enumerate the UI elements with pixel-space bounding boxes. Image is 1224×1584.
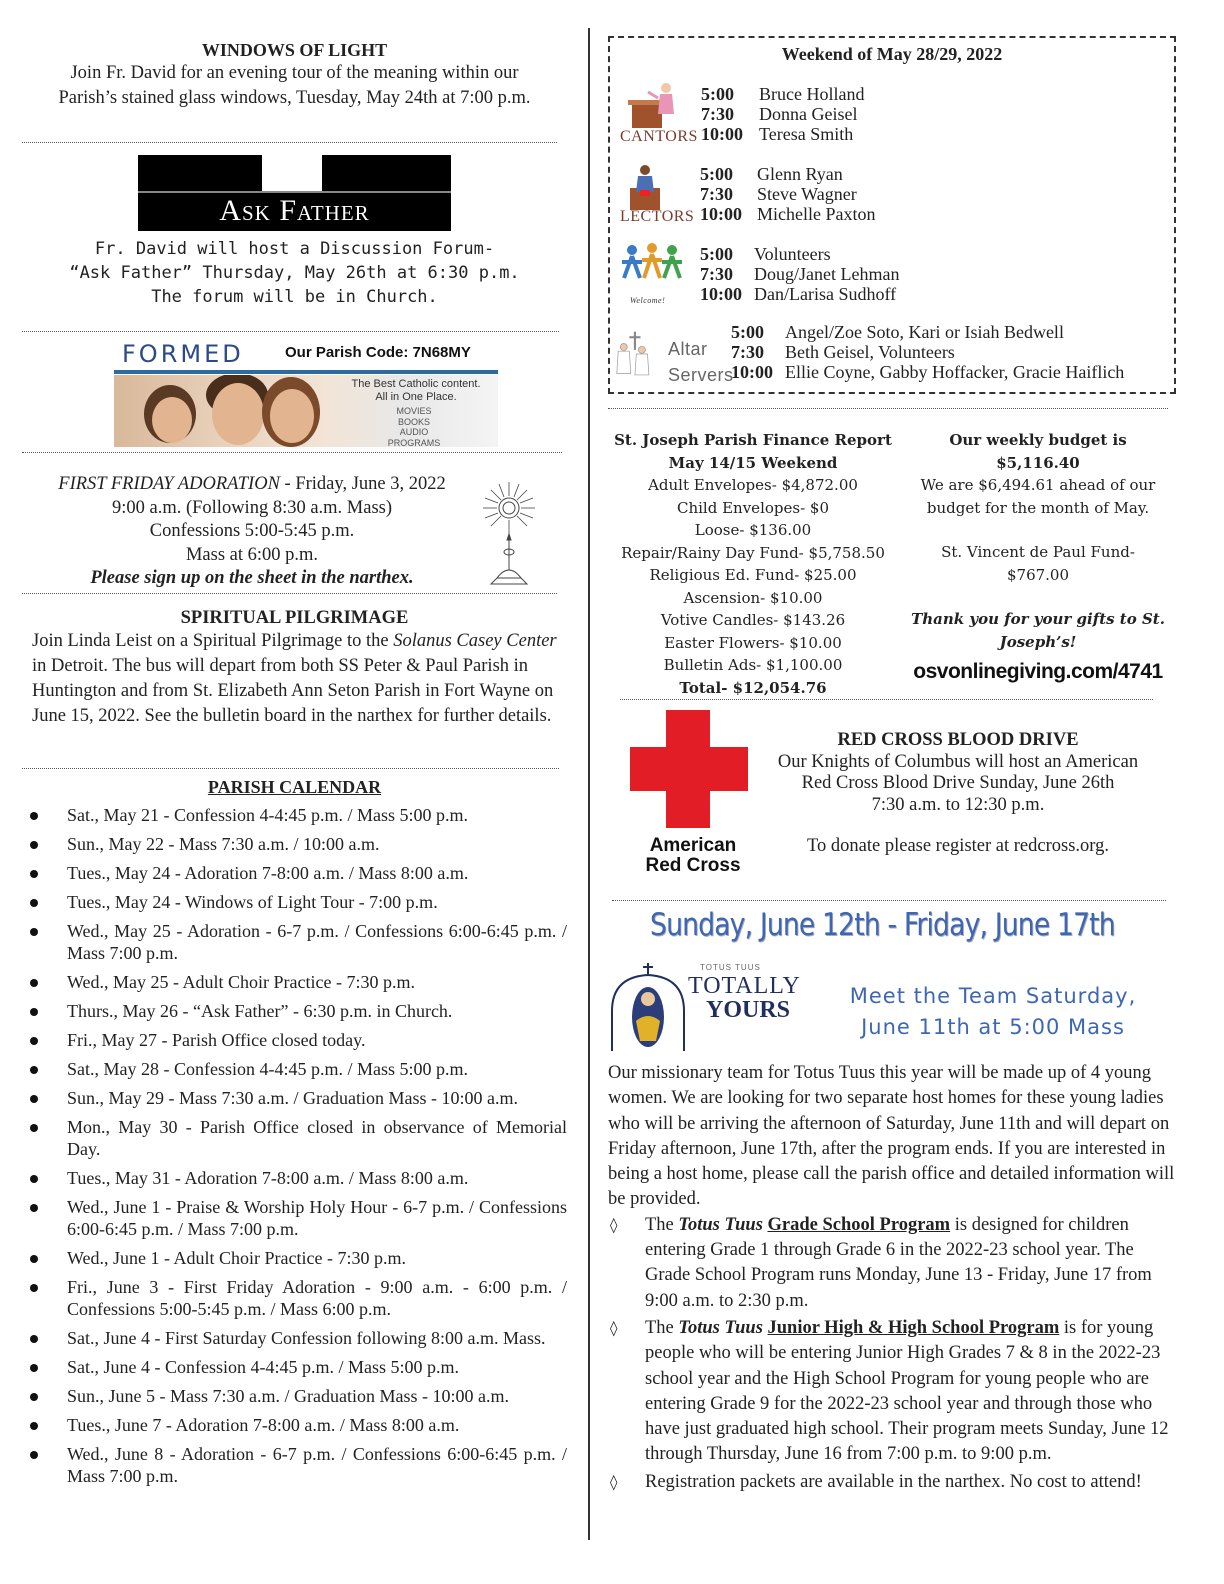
pilgrimage-text: Join Linda Leist on a Spiritual Pilgrimage to the (32, 631, 394, 651)
ministry-person: Donna Geisel (759, 104, 858, 124)
finance-line: Bulletin Ads- $1,100.00 (663, 656, 843, 674)
totally-yours-line2: YOURS (706, 997, 791, 1023)
windows-of-light-line2: Parish’s stained glass windows, Tuesday, May 24th at 7:00 p.m. (58, 88, 531, 108)
ministry-time: 5:00 (700, 244, 733, 264)
first-friday-lead: FIRST FRIDAY ADORATION - (58, 474, 291, 494)
formed-media-item: AUDIO (399, 427, 429, 437)
calendar-item: Thurs., May 26 - “Ask Father” - 6:30 p.m. in Church. (22, 1000, 567, 1022)
divider (22, 593, 557, 594)
online-giving-link[interactable]: osvonlinegiving.com/4741 (913, 660, 1163, 683)
bullet-icon (30, 1066, 38, 1074)
ministry-time: 5:00 (731, 322, 764, 342)
budget-title: Our weekly budget is $5,116.40 (949, 431, 1127, 472)
list-item: ◊ The Totus Tuus Grade School Program is designed for children entering Grade 1 through Grade 6 in the 2022-23 school year. The Grade School Program runs Monday, June 13 - Friday, June 17 from 9:00 a.m. to 2:30 p.m. (610, 1214, 1152, 1311)
first-friday-confessions: Confessions 5:00-5:45 p.m. (149, 521, 355, 541)
first-friday-section (22, 453, 567, 593)
bullet-icon (30, 979, 38, 987)
divider (22, 142, 557, 143)
calendar-item: Sat., May 28 - Confession 4-4:45 p.m. / Mass 5:00 p.m. (22, 1058, 567, 1080)
finance-report (608, 409, 1176, 699)
red-cross-logo-line2: Red Cross (645, 855, 741, 876)
ministry-label: Welcome! (630, 296, 666, 305)
ministry-time: 7:30 (701, 104, 734, 124)
thank-you-note: Thank you for your gifts to St. Joseph’s! (911, 610, 1165, 651)
column-divider (588, 28, 590, 1540)
totus-tuus-intro: Our missionary team for Totus Tuus this year will be made up of 4 young women. We are looking for two separate host homes for these young ladies who will be arriving the afternoon of Saturday, June 11th and will depart on Friday afternoon, June 17th, after the program ends. If you are interested in being a host home, please call the parish office and detailed information will be provided. (608, 1063, 1175, 1210)
calendar-item: Tues., May 24 - Windows of Light Tour - 7:00 p.m. (22, 891, 567, 913)
ministry-person: Doug/Janet Lehman (754, 264, 900, 284)
parish-calendar-section (22, 777, 567, 1487)
ministry-label: LECTORS (620, 208, 695, 225)
ministry-person: Beth Geisel, Volunteers (785, 342, 955, 362)
calendar-item: Sun., June 5 - Mass 7:30 a.m. / Graduation Mass - 10:00 a.m. (22, 1385, 567, 1407)
windows-of-light-title: WINDOWS OF LIGHT (201, 40, 388, 60)
calendar-item: Wed., May 25 - Adult Choir Practice - 7:30 p.m. (22, 971, 567, 993)
bullet-icon (30, 899, 38, 907)
ministry-time: 7:30 (700, 264, 733, 284)
diamond-icon: ◊ (610, 1318, 618, 1337)
formed-media-item: BOOKS (397, 416, 430, 427)
ministry-time: 10:00 (701, 124, 743, 144)
finance-total: Total- $12,054.76 (679, 678, 827, 697)
calendar-item: Sun., May 22 - Mass 7:30 a.m. / 10:00 a.m. (22, 833, 567, 855)
calendar-item: Tues., May 24 - Adoration 7-8:00 a.m. / Mass 8:00 a.m. (22, 862, 567, 884)
ministry-person: Teresa Smith (759, 124, 854, 144)
registration-note: Registration packets are available in the narthex. No cost to attend! (645, 1471, 1142, 1492)
totus-tuus-small: TOTUS TUUS (700, 963, 761, 972)
svdp-amount: $767.00 (1006, 565, 1070, 584)
ask-father-line1: Fr. David will host a Discussion Forum- (94, 239, 495, 259)
bullet-icon (30, 1095, 38, 1103)
blood-drive-time: 7:30 a.m. to 12:30 p.m. (871, 794, 1045, 815)
red-cross-logo-line1: American (649, 835, 737, 856)
bullet-icon (30, 1124, 38, 1132)
parish-calendar-title: PARISH CALENDAR (207, 777, 382, 797)
bullet-icon (30, 1364, 38, 1372)
red-cross-section (608, 700, 1176, 900)
diamond-icon: ◊ (610, 1472, 618, 1491)
calendar-item: Sat., June 4 - Confession 4-4:45 p.m. / Mass 5:00 p.m. (22, 1356, 567, 1378)
first-friday-date: Friday, June 3, 2022 (290, 474, 446, 494)
first-friday-mass: Mass at 6:00 p.m. (185, 544, 319, 565)
ministry-person: Michelle Paxton (757, 204, 876, 224)
bullet-icon (30, 841, 38, 849)
windows-of-light-section (22, 40, 567, 130)
ministry-group-altar-servers (610, 318, 1170, 390)
ministry-person: Bruce Holland (759, 84, 865, 104)
ministry-group-cantors (610, 78, 1170, 150)
bullet-icon (30, 812, 38, 820)
finance-line: Loose- $136.00 (694, 521, 812, 539)
formed-tagline2: All in One Place. (375, 391, 457, 403)
calendar-item: Mon., May 30 - Parish Office closed in observance of Memorial Day. (22, 1116, 567, 1160)
ministry-label: Altar Servers (668, 339, 734, 385)
totus-tuus-banner (608, 901, 1176, 1053)
finance-line: Child Envelopes- $0 (677, 498, 829, 517)
formed-family-photo (114, 375, 498, 447)
blood-drive-register: To donate please register at redcross.org. (807, 836, 1109, 856)
grade-school-program-label: Grade School Program (767, 1214, 951, 1235)
calendar-item: Wed., May 25 - Adoration - 6-7 p.m. / Confessions 6:00-6:45 p.m. / Mass 7:00 p.m. (22, 920, 567, 964)
ask-father-banner (138, 155, 451, 231)
ministry-time: 10:00 (700, 284, 742, 304)
bullet-icon (30, 1393, 38, 1401)
pilgrimage-title: SPIRITUAL PILGRIMAGE (180, 608, 409, 628)
ministry-time: 10:00 (700, 204, 742, 224)
meet-team-line2: June 11th at 5:00 Mass (861, 1015, 1125, 1039)
ministry-person: Angel/Zoe Soto, Kari or Isiah Bedwell (785, 322, 1064, 342)
ministry-title: Weekend of May 28/29, 2022 (781, 44, 1003, 64)
bullet-icon (30, 1037, 38, 1045)
finance-weekend: May 14/15 Weekend (668, 453, 838, 472)
pilgrimage-place: Solanus Casey Center (393, 631, 557, 651)
ministry-time: 7:30 (700, 184, 733, 204)
finance-line: Adult Envelopes- $4,872.00 (648, 476, 858, 494)
blood-drive-line1: Our Knights of Columbus will host an American (777, 751, 1139, 772)
bullet-icon (30, 1422, 38, 1430)
formed-media-item: PROGRAMS (387, 437, 441, 447)
blood-drive-line2: Red Cross Blood Drive Sunday, June 26th (801, 773, 1115, 793)
calendar-item: Wed., June 1 - Praise & Worship Holy Hour - 6-7 p.m. / Confessions 6:00-6:45 p.m. / Mass 7:00 p.m. (22, 1196, 567, 1240)
bullet-icon (30, 870, 38, 878)
altar-servers-icon (614, 318, 674, 390)
calendar-item: Sat., June 4 - First Saturday Confession following 8:00 a.m. Mass. (22, 1327, 567, 1349)
ministry-time: 7:30 (731, 342, 764, 362)
ministry-label: CANTORS (620, 128, 698, 145)
first-friday-time: 9:00 a.m. (Following 8:30 a.m. Mass) (111, 497, 393, 518)
ministry-schedule (608, 36, 1176, 394)
finance-line: Ascension- $10.00 (683, 588, 823, 607)
formed-ad (22, 332, 567, 452)
calendar-item: Wed., June 1 - Adult Choir Practice - 7:30 p.m. (22, 1247, 567, 1269)
ministry-person: Steve Wagner (757, 184, 857, 204)
first-friday-signup: Please sign up on the sheet in the narthex. (90, 568, 414, 588)
ministry-group-greeters (610, 238, 1170, 310)
list-item: ◊ The Totus Tuus Junior High & High School Program is for young people who will be entering Junior High Grades 7 & 8 in the 2022-23 school year and the High School Program for young people who are entering Grade 9 for the 2022-23 school year and through those who have just graduated high school. Their program meets Sunday, June 12 through Thursday, June 16 from 7:00 p.m. to 9:00 p.m. (610, 1317, 1169, 1465)
pilgrimage-section (22, 608, 567, 768)
ask-father-section (22, 155, 567, 315)
calendar-item: Tues., June 7 - Adoration 7-8:00 a.m. / Mass 8:00 a.m. (22, 1414, 567, 1436)
budget-status: We are $6,494.61 ahead of our budget for the month of May. (920, 476, 1156, 517)
bullet-icon (30, 1175, 38, 1183)
diamond-icon: ◊ (610, 1215, 618, 1234)
bullet-icon (30, 1204, 38, 1212)
ministry-person: Glenn Ryan (757, 164, 843, 184)
blood-drive-title: RED CROSS BLOOD DRIVE (837, 730, 1079, 750)
svdp-label: St. Vincent de Paul Fund- (941, 543, 1135, 561)
calendar-item: Fri., June 3 - First Friday Adoration - 9:00 a.m. - 6:00 p.m. / Confessions 5:00-5:45 p.m. / Mass 6:00 p.m. (22, 1276, 567, 1320)
totus-tuus-dates: Sunday, June 12th - Friday, June 17th (650, 907, 1115, 943)
windows-of-light-line1: Join Fr. David for an evening tour of the meaning within our (70, 63, 519, 83)
ministry-person: Volunteers (754, 244, 831, 264)
bullet-icon (30, 1008, 38, 1016)
finance-line: Repair/Rainy Day Fund- $5,758.50 (621, 543, 885, 562)
monstrance-icon (477, 478, 541, 588)
ministry-time: 10:00 (731, 362, 773, 382)
bullet-icon (30, 1255, 38, 1263)
formed-tagline1: The Best Catholic content. (351, 378, 481, 390)
ministry-person: Ellie Coyne, Gabby Hoffacker, Gracie Haiflich (785, 362, 1125, 382)
finance-line: Votive Candles- $143.26 (660, 611, 846, 629)
ask-father-line3: The forum will be in Church. (151, 287, 438, 307)
right-column (608, 36, 1176, 1495)
totus-tuus-program-list (608, 1213, 1176, 1495)
bullet-icon (30, 1335, 38, 1343)
totally-yours-line1: TOTALLY (688, 973, 801, 999)
ask-father-line2: “Ask Father” Thursday, May 26th at 6:30 p.m. (69, 263, 520, 283)
formed-logo: FORMED (122, 340, 244, 368)
calendar-item: Sat., May 21 - Confession 4-4:45 p.m. / Mass 5:00 p.m. (22, 804, 567, 826)
finance-line: Religious Ed. Fund- $25.00 (649, 566, 857, 584)
bullet-icon (30, 1451, 38, 1459)
bullet-icon (30, 928, 38, 936)
calendar-item: Fri., May 27 - Parish Office closed today. (22, 1029, 567, 1051)
ministry-time: 5:00 (701, 84, 734, 104)
left-column (22, 40, 567, 1494)
calendar-item: Wed., June 8 - Adoration - 6-7 p.m. / Confessions 6:00-6:45 p.m. / Mass 7:00 p.m. (22, 1443, 567, 1487)
finance-title: St. Joseph Parish Finance Report (614, 431, 892, 449)
ask-father-banner-text: Ask Father (219, 194, 370, 227)
list-item (608, 1470, 1176, 1495)
ministry-time: 5:00 (700, 164, 733, 184)
divider (22, 768, 559, 769)
calendar-item: Sun., May 29 - Mass 7:30 a.m. / Graduation Mass - 10:00 a.m. (22, 1087, 567, 1109)
meet-team-line1: Meet the Team Saturday, (849, 984, 1137, 1008)
pilgrimage-details: in Detroit. The bus will depart from both SS Peter & Paul Parish in Huntington and from St. Elizabeth Ann Seton Parish in Fort Wayne on June 15, 2022. See the bulletin board in the narthex for further details. (32, 656, 554, 726)
finance-lines (608, 474, 898, 677)
calendar-item: Tues., May 31 - Adoration 7-8:00 a.m. / Mass 8:00 a.m. (22, 1167, 567, 1189)
ministry-person: Dan/Larisa Sudhoff (754, 284, 897, 304)
formed-media-item: MOVIES (396, 406, 432, 416)
ministry-group-lectors (610, 158, 1170, 230)
finance-line: Easter Flowers- $10.00 (664, 633, 842, 652)
formed-parish-code: Our Parish Code: 7N68MY (285, 344, 471, 361)
bullet-icon (30, 1284, 38, 1292)
parish-calendar-list (22, 804, 567, 1487)
high-school-program-label: Junior High & High School Program (767, 1317, 1060, 1338)
totus-tuus-details (608, 1061, 1176, 1495)
